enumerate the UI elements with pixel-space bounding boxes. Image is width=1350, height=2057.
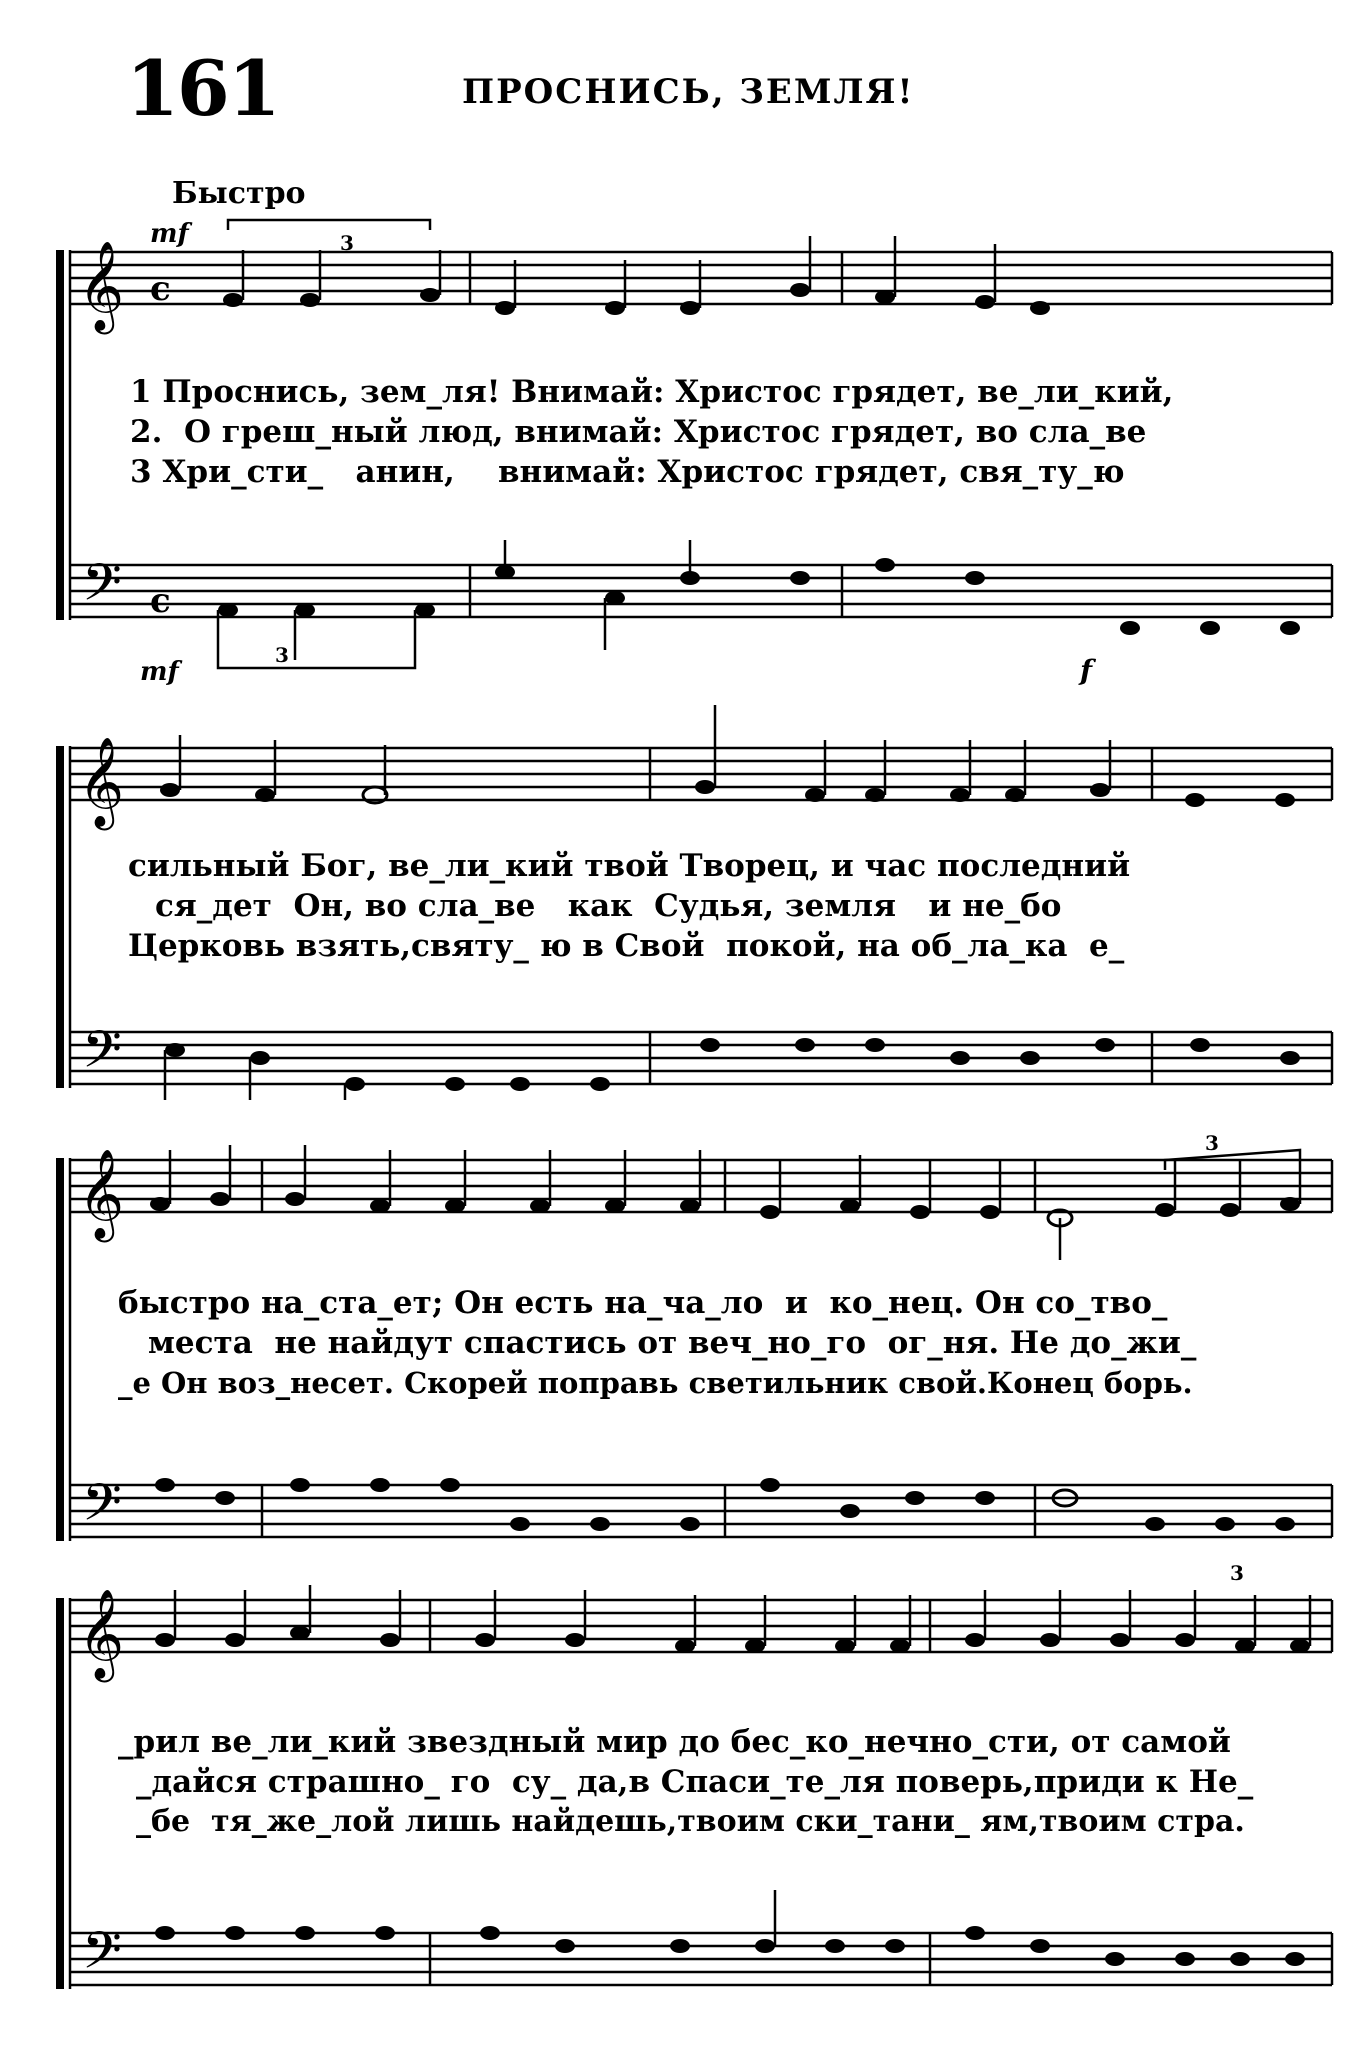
svg-text:c: c [150, 581, 171, 621]
dynamic-f: f [1080, 654, 1093, 687]
dynamic-mf: mf [140, 657, 179, 687]
lyric-verse-3: _бе тя_же_лой лишь найдешь,твоим ски_тани_ ям,твоим стра. [136, 1804, 1245, 1839]
lyric-verse-2: _дайся страшно_ го су_ да,в Спаси_те_ля поверь,приди к Не_ [136, 1764, 1254, 1800]
treble-clef-icon: 𝄞 [78, 241, 125, 331]
lyric-verse-3: _е Он воз_несет. Скорей поправь светильник свой.Конец борь. [118, 1366, 1193, 1400]
lyric-verse-1: _рил ве_ли_кий звездный мир до бес_ко_нечно_сти, от самой [118, 1724, 1231, 1760]
lyric-verse-3: Церковь взять,святу_ ю в Свой покой, на об_ла_ка е_ [128, 928, 1125, 964]
lyric-verse-2: 2. О греш_ный люд, внимай: Христос грядет, во сла_ве [130, 414, 1147, 450]
bass-clef-icon: 𝄢 [82, 552, 122, 625]
lyric-verse-1: сильный Бог, ве_ли_кий твой Творец, и час последний [128, 848, 1131, 884]
bass-clef-icon: 𝄢 [82, 1019, 122, 1092]
lyric-verse-1: быстро на_ста_ет; Он есть на_ча_ло и ко_нец. Он со_тво_ [118, 1285, 1168, 1321]
svg-text:3: 3 [275, 643, 289, 667]
svg-text:3: 3 [1205, 1131, 1219, 1155]
svg-text:c: c [150, 269, 171, 309]
svg-text:3: 3 [1230, 1561, 1244, 1585]
dynamic-mf: mf [150, 219, 189, 249]
lyric-verse-2: места не найдут спастись от веч_но_го ог_ня. Не до_жи_ [148, 1325, 1197, 1361]
lyric-verse-3: 3 Хри_сти_ анин, внимай: Христос грядет, свя_ту_ю [130, 454, 1125, 490]
hymn-number: 161 [126, 44, 279, 133]
treble-clef-icon: 𝄞 [78, 737, 125, 827]
bass-clef-icon: 𝄢 [82, 1472, 122, 1545]
lyric-verse-2: ся_дет Он, во сла_ве как Судья, земля и не_бо [155, 888, 1062, 924]
treble-clef-icon: 𝄞 [78, 1589, 125, 1679]
treble-clef-icon: 𝄞 [78, 1149, 125, 1239]
lyric-verse-1: 1 Проснись, зем_ля! Внимай: Христос грядет, ве_ли_кий, [130, 374, 1174, 410]
tempo-marking: Быстро [172, 176, 306, 211]
svg-text:3: 3 [340, 231, 354, 255]
hymn-title: ПРОСНИСЬ, ЗЕМЛЯ! [462, 72, 915, 112]
bass-clef-icon: 𝄢 [82, 1920, 122, 1993]
